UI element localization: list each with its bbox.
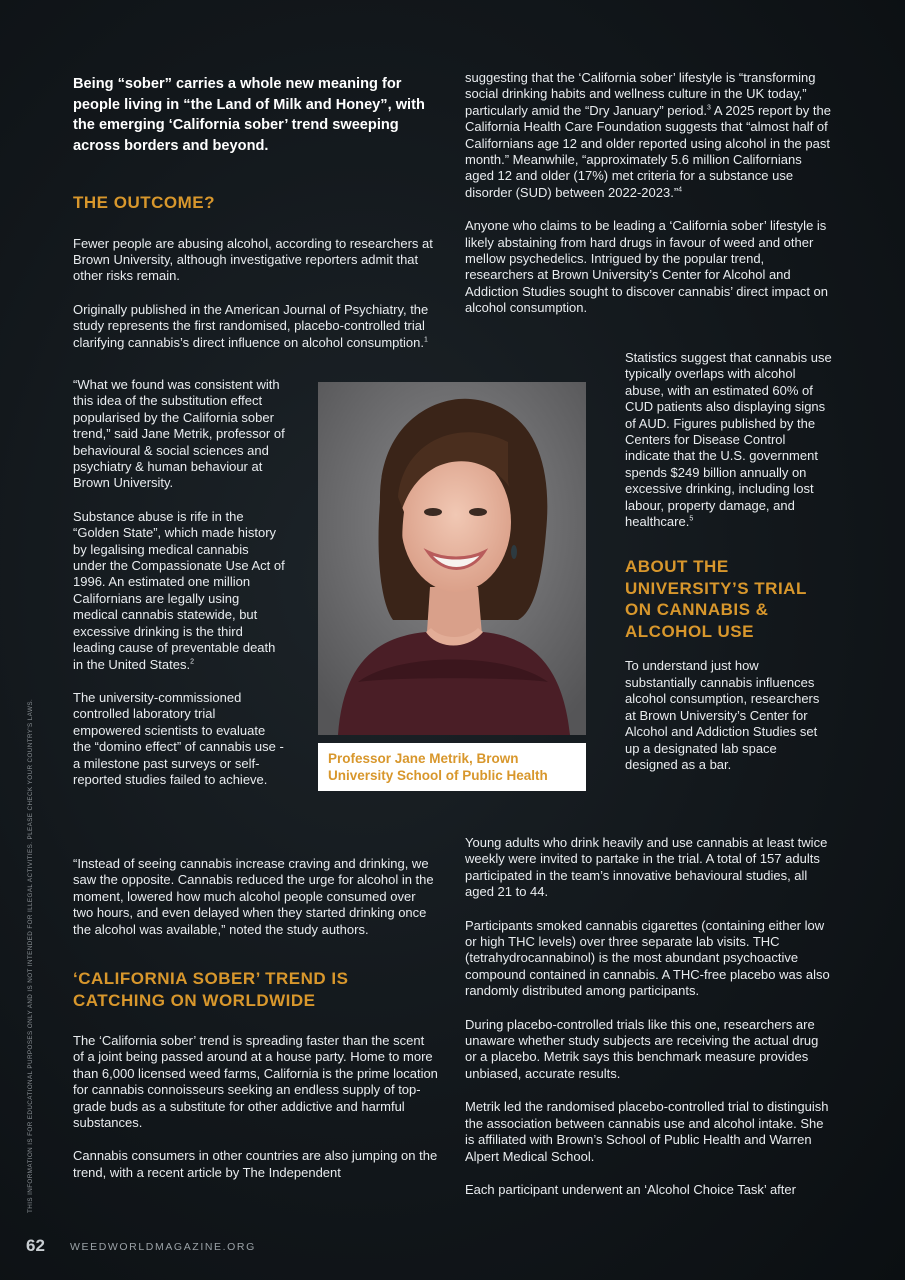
- footnote-ref: 1: [423, 336, 428, 344]
- page-number: 62: [26, 1236, 45, 1255]
- intro-text: Being “sober” carries a whole new meaning for people living in “the Land of Milk and Honey”, with the emerging ‘California sober’ trend sweeping across borders and beyond.: [73, 76, 425, 154]
- footnote-ref: 3: [707, 104, 711, 112]
- paragraph: suggesting that the ‘California sober’ lifestyle is “transforming social drinking habits and wellness culture in the UK today,” particularly amid the “Dry January” period.$^3$ A 2025 report by the California Health Care Foundation suggests that “almost half of Californians age 12 and older reported using alcohol in the past month.” Meanwhile, “approximately 5.6 million Californians aged 12 and older (17%) met criteria for a substance use disorder (SUD) between 2022-2023.”$^4$: [465, 70, 831, 200]
- right-column-top: [465, 70, 833, 334]
- paragraph: Metrik led the randomised placebo-controlled trial to distinguish the association between cannabis use and alcohol intake. She is affiliated with Brown’s School of Public Health and Warren Alpert Medical School.: [465, 1099, 829, 1164]
- left-column-bottom: [73, 856, 438, 1198]
- photo-caption: [318, 743, 586, 791]
- heading-trend: ‘CALIFORNIA SOBER’ TREND IS CATCHING ON WORLDWIDE: [73, 969, 349, 1010]
- intro-lead: [73, 74, 433, 156]
- paragraph: Anyone who claims to be leading a ‘California sober’ lifestyle is likely abstaining from hard drugs in favour of weed and other mellow psychedelics. Intrigued by the popular trend, researchers at Brown University’s Center for Alcohol and Addiction Studies sought to discover cannabis’ direct impact on alcohol consumption.: [465, 218, 828, 316]
- heading-outcome: THE OUTCOME?: [73, 193, 215, 212]
- paragraph: Statistics suggest that cannabis use typically overlaps with alcohol abuse, with an estimated 60% of CUD patients also displaying signs of AUD. Figures published by the Centers for Disease Control indicate that the U.S. government spends $249 billion annually on excessive drinking, including lost labour, property damage, and healthcare.$^5$: [625, 350, 832, 530]
- paragraph: Cannabis consumers in other countries are also jumping on the trend, with a recent article by The Independent: [73, 1148, 438, 1180]
- legal-disclaimer: [27, 698, 47, 1233]
- paragraph: Young adults who drink heavily and use cannabis at least twice weekly were invited to partake in the trial. A total of 157 adults participated in the team’s innovative behavioural studies, all aged 21 to 44.: [465, 835, 828, 900]
- paragraph: Originally published in the American Journal of Psychiatry, the study represents the first randomised, placebo-controlled trial clarifying cannabis’s direct influence on alcohol consumption.$^1$: [73, 301, 429, 350]
- footnote-ref: 2: [190, 658, 194, 666]
- caption-text: Professor Jane Metrik, Brown University School of Public Health: [328, 751, 548, 783]
- paragraph: Fewer people are abusing alcohol, according to researchers at Brown University, although investigative reporters admit that other risks remain.: [73, 235, 433, 284]
- paragraph: Each participant underwent an ‘Alcohol Choice Task’ after: [465, 1181, 796, 1197]
- left-column-top: [73, 192, 438, 368]
- paragraph: Participants smoked cannabis cigarettes (containing either low or high THC levels) over three separate lab visits. THC (tetrahydrocannabinol) is the most abundant psychoactive compound contained in cannabis. A THC-free placebo was also randomly distributed among participants.: [465, 917, 830, 999]
- portrait-photo: [318, 382, 586, 735]
- disclaimer-text: THIS INFORMATION IS FOR EDUCATIONAL PURPOSES ONLY AND IS NOT INTENDED FOR ILLEGAL ACTIVITIES. PLEASE CHECK YOUR COUNTRY'S LAWS.: [27, 698, 34, 1213]
- website-link[interactable]: WEEDWORLDMAGAZINE.ORG: [70, 1241, 256, 1253]
- left-column-narrow: [73, 377, 285, 805]
- paragraph: During placebo-controlled trials like this one, researchers are unaware whether study subjects are receiving the actual drug or a placebo. Metrik says this benchmark measure provides unbiased, accurate results.: [465, 1016, 819, 1081]
- paragraph: The ‘California sober’ trend is spreading faster than the scent of a joint being passed around at a house party. Home to more than 6,000 licensed weed farms, California is the prime location for cannabis connoisseurs seeking an endless supply of top-grade buds as a substitute for other addictive and harmful substances.: [73, 1033, 438, 1131]
- paragraph: “What we found was consistent with this idea of the substitution effect popularised by the California sober trend,” said Jane Metrik, professor of behavioural & social sciences and psychiatry & human behaviour at Brown University.: [73, 377, 285, 491]
- paragraph: The university-commissioned controlled laboratory trial empowered scientists to evaluate the “domino effect” of cannabis use - a milestone past surveys or self-reported studies failed to achieve.: [73, 689, 284, 787]
- heading-about-trial: ABOUT THE UNIVERSITY’S TRIAL ON CANNABIS & ALCOHOL USE: [625, 557, 807, 641]
- right-column-bottom: [465, 835, 833, 1215]
- footnote-ref: 4: [678, 186, 683, 194]
- paragraph: “Instead of seeing cannabis increase craving and drinking, we saw the opposite. Cannabis reduced the urge for alcohol in the moment, lowered how much alcohol people consumed over two hours, and even delayed when they started drinking once the alcohol was available,” noted the study authors.: [73, 856, 434, 937]
- right-column-narrow: [625, 350, 833, 790]
- paragraph: Substance abuse is rife in the “Golden State”, which made history by legalising medical cannabis under the Compassionate Use Act of 1996. An estimated one million Californians are legally using medical cannabis statewide, but excessive drinking is the third leading cause of preventable death in the United States.$^2$: [73, 508, 285, 672]
- portrait-illustration: [318, 382, 586, 735]
- paragraph: To understand just how substantially cannabis influences alcohol consumption, researchers at Brown University’s Center for Alcohol and Addiction Studies set up a designated lab space designed as a bar.: [625, 658, 820, 772]
- footnote-ref: 5: [689, 515, 694, 523]
